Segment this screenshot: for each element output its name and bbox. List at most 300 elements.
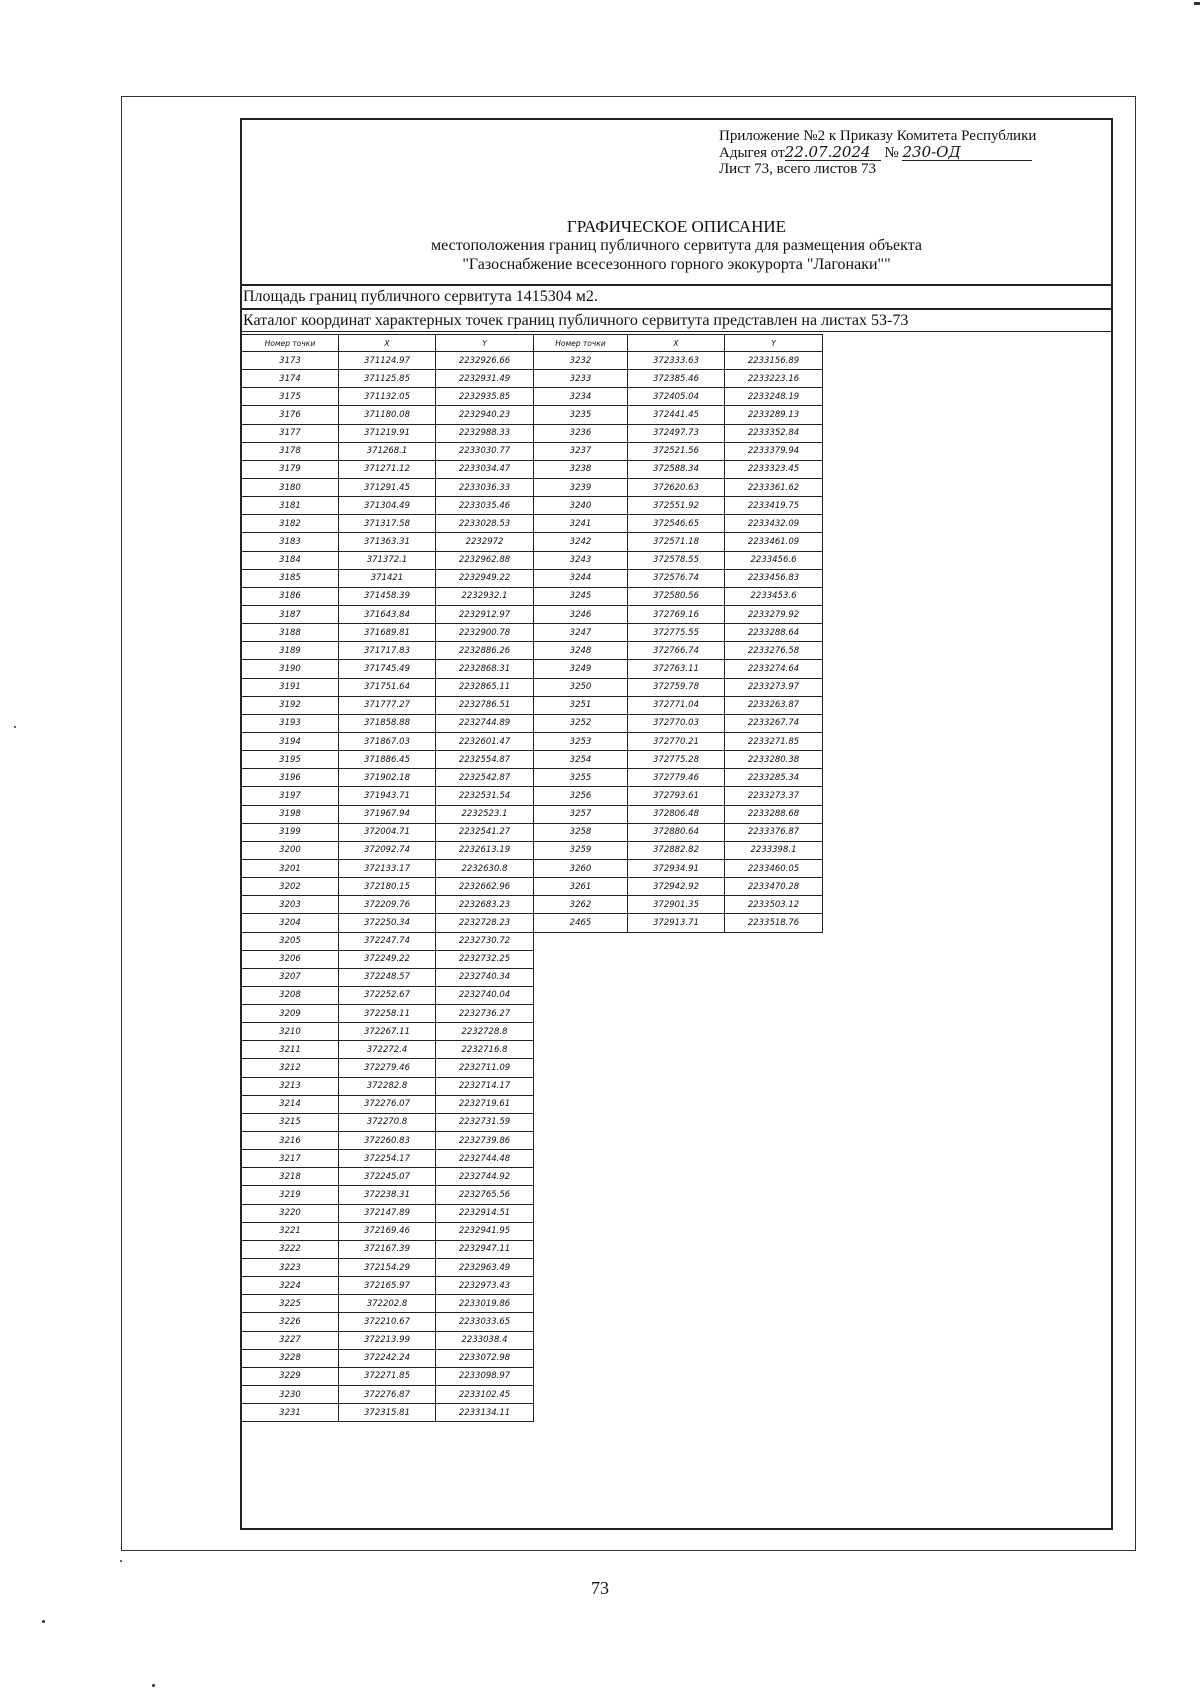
- table-row: [242, 478, 534, 496]
- point-number-cell: 3194: [242, 732, 339, 750]
- x-coordinate-cell: 372546.65: [628, 515, 725, 533]
- y-coordinate-cell: 2232732.25: [436, 950, 534, 968]
- x-coordinate-cell: 372271.85: [339, 1367, 436, 1385]
- x-coordinate-cell: 372766.74: [628, 642, 725, 660]
- point-number-cell: 3197: [242, 787, 339, 805]
- y-coordinate-cell: 2233279.92: [725, 605, 823, 623]
- y-coordinate-cell: 2232912.97: [436, 605, 534, 623]
- y-coordinate-cell: 2233280.38: [725, 751, 823, 769]
- table-row: [242, 605, 534, 623]
- point-number-cell: 3183: [242, 533, 339, 551]
- table-row: [242, 1295, 534, 1313]
- table-row: [242, 1150, 534, 1168]
- y-coordinate-cell: 2232865.11: [436, 678, 534, 696]
- x-coordinate-cell: 371943.71: [339, 787, 436, 805]
- table-row: [534, 478, 823, 496]
- point-number-cell: 3190: [242, 660, 339, 678]
- y-coordinate-cell: 2232947.11: [436, 1240, 534, 1258]
- y-coordinate-cell: 2233030.77: [436, 442, 534, 460]
- table-row: [242, 1077, 534, 1095]
- y-coordinate-cell: 2232731.59: [436, 1113, 534, 1131]
- point-number-cell: 3252: [534, 714, 628, 732]
- x-coordinate-cell: 372934.91: [628, 859, 725, 877]
- x-coordinate-cell: 371304.49: [339, 497, 436, 515]
- y-coordinate-cell: 2233273.97: [725, 678, 823, 696]
- point-number-cell: 3254: [534, 751, 628, 769]
- x-coordinate-cell: 372270.8: [339, 1113, 436, 1131]
- table-row: [242, 352, 534, 370]
- table-row: [242, 587, 534, 605]
- table-row: [242, 442, 534, 460]
- point-number-cell: 3218: [242, 1168, 339, 1186]
- table-row: [534, 605, 823, 623]
- x-coordinate-cell: 371132.05: [339, 388, 436, 406]
- title-heading: ГРАФИЧЕСКОЕ ОПИСАНИЕ: [566, 217, 787, 236]
- point-number-cell: 3229: [242, 1367, 339, 1385]
- x-coordinate-cell: 372245.07: [339, 1168, 436, 1186]
- point-number-cell: 3255: [534, 769, 628, 787]
- x-coordinate-cell: 372004.71: [339, 823, 436, 841]
- point-number-cell: 3213: [242, 1077, 339, 1095]
- y-coordinate-cell: 2233223.16: [725, 370, 823, 388]
- area-statement: Площадь границ публичного сервитута 1415304 м2.: [240, 284, 1113, 308]
- x-coordinate-cell: 372210.67: [339, 1313, 436, 1331]
- y-coordinate-cell: 2232736.27: [436, 1005, 534, 1023]
- x-coordinate-cell: 371125.85: [339, 370, 436, 388]
- table-row: [242, 678, 534, 696]
- point-number-cell: 3262: [534, 896, 628, 914]
- point-number-cell: 3182: [242, 515, 339, 533]
- point-number-cell: 3181: [242, 497, 339, 515]
- point-number-cell: 3199: [242, 823, 339, 841]
- x-coordinate-cell: 372180.15: [339, 878, 436, 896]
- table-row: [534, 460, 823, 478]
- point-number-cell: 3238: [534, 460, 628, 478]
- table-row: [534, 787, 823, 805]
- y-coordinate-cell: 2232739.86: [436, 1132, 534, 1150]
- table-row: [534, 660, 823, 678]
- table-row: [242, 1095, 534, 1113]
- table-row: [534, 642, 823, 660]
- point-number-cell: 3237: [534, 442, 628, 460]
- x-coordinate-cell: 372247.74: [339, 932, 436, 950]
- y-coordinate-cell: 2232662.96: [436, 878, 534, 896]
- y-coordinate-cell: 2232962.88: [436, 551, 534, 569]
- table-row: [242, 859, 534, 877]
- x-coordinate-cell: 372202.8: [339, 1295, 436, 1313]
- y-coordinate-cell: 2232728.8: [436, 1023, 534, 1041]
- y-coordinate-cell: 2232714.17: [436, 1077, 534, 1095]
- y-coordinate-cell: 2233460.05: [725, 859, 823, 877]
- y-coordinate-cell: 2233134.11: [436, 1404, 534, 1422]
- point-number-cell: 3234: [534, 388, 628, 406]
- x-coordinate-cell: 372248.57: [339, 968, 436, 986]
- x-coordinate-cell: 372551.92: [628, 497, 725, 515]
- x-coordinate-cell: 372385.46: [628, 370, 725, 388]
- point-number-cell: 3173: [242, 352, 339, 370]
- point-number-cell: 3227: [242, 1331, 339, 1349]
- x-coordinate-cell: 371745.49: [339, 660, 436, 678]
- point-number-cell: 3178: [242, 442, 339, 460]
- y-coordinate-cell: 2232716.8: [436, 1041, 534, 1059]
- table-row: [242, 624, 534, 642]
- y-coordinate-cell: 2233323.45: [725, 460, 823, 478]
- table-row: [242, 1240, 534, 1258]
- point-number-cell: 3180: [242, 478, 339, 496]
- y-coordinate-cell: 2232613.19: [436, 841, 534, 859]
- catalog-statement: Каталог координат характерных точек границ публичного сервитута представлен на листах 53-73: [240, 308, 1113, 332]
- point-number-cell: 3177: [242, 424, 339, 442]
- document-title: [240, 217, 1113, 274]
- x-coordinate-cell: 372260.83: [339, 1132, 436, 1150]
- x-coordinate-cell: 372770.03: [628, 714, 725, 732]
- table-row: [242, 769, 534, 787]
- table-row: [534, 896, 823, 914]
- point-number-cell: 3233: [534, 370, 628, 388]
- table-row: [242, 642, 534, 660]
- appendix-date-prefix: Адыгея от: [719, 145, 785, 161]
- y-coordinate-cell: 2232740.34: [436, 968, 534, 986]
- x-coordinate-cell: 372497.73: [628, 424, 725, 442]
- title-line-3: "Газоснабжение всесезонного горного экокурорта "Лагонаки"": [462, 256, 891, 273]
- y-coordinate-cell: 2233035.46: [436, 497, 534, 515]
- point-number-cell: 3200: [242, 841, 339, 859]
- x-coordinate-cell: 372209.76: [339, 896, 436, 914]
- x-coordinate-cell: 372441.45: [628, 406, 725, 424]
- y-coordinate-cell: 2233038.4: [436, 1331, 534, 1349]
- appendix-header: [719, 128, 1109, 177]
- table-row: [242, 497, 534, 515]
- table-row: [242, 533, 534, 551]
- x-coordinate-cell: 372282.8: [339, 1077, 436, 1095]
- point-number-cell: 3231: [242, 1404, 339, 1422]
- y-coordinate-cell: 2233288.64: [725, 624, 823, 642]
- table-row: [534, 823, 823, 841]
- x-coordinate-cell: 372775.28: [628, 751, 725, 769]
- table-row: [534, 569, 823, 587]
- table-row: [534, 424, 823, 442]
- point-number-cell: 3209: [242, 1005, 339, 1023]
- x-coordinate-cell: 372942.92: [628, 878, 725, 896]
- x-coordinate-cell: 372576.74: [628, 569, 725, 587]
- y-coordinate-cell: 2232630.8: [436, 859, 534, 877]
- table-row: [242, 878, 534, 896]
- scan-speck: [42, 1620, 45, 1623]
- point-number-cell: 3244: [534, 569, 628, 587]
- point-number-cell: 3241: [534, 515, 628, 533]
- point-number-cell: 3196: [242, 769, 339, 787]
- point-number-cell: 3211: [242, 1041, 339, 1059]
- point-number-cell: 3239: [534, 478, 628, 496]
- y-coordinate-cell: 2232973.43: [436, 1277, 534, 1295]
- y-coordinate-cell: 2233470.28: [725, 878, 823, 896]
- x-coordinate-cell: 372769.16: [628, 605, 725, 623]
- point-number-cell: 3251: [534, 696, 628, 714]
- x-coordinate-cell: 371363.31: [339, 533, 436, 551]
- point-number-cell: 3228: [242, 1349, 339, 1367]
- point-number-cell: 3205: [242, 932, 339, 950]
- x-coordinate-cell: 371967.94: [339, 805, 436, 823]
- x-coordinate-cell: 371867.03: [339, 732, 436, 750]
- table-row: [534, 914, 823, 932]
- table-row: [242, 1059, 534, 1077]
- x-coordinate-cell: 372771.04: [628, 696, 725, 714]
- y-coordinate-cell: 2232914.51: [436, 1204, 534, 1222]
- x-coordinate-cell: 372763.11: [628, 660, 725, 678]
- table-row: [242, 1259, 534, 1277]
- y-coordinate-cell: 2233461.09: [725, 533, 823, 551]
- x-coordinate-cell: 372267.11: [339, 1023, 436, 1041]
- y-coordinate-cell: 2232926.66: [436, 352, 534, 370]
- x-coordinate-cell: 372249.22: [339, 950, 436, 968]
- y-coordinate-cell: 2232728.23: [436, 914, 534, 932]
- y-coordinate-cell: 2232531.54: [436, 787, 534, 805]
- table-row: [242, 1113, 534, 1131]
- x-coordinate-cell: 372147.89: [339, 1204, 436, 1222]
- point-number-cell: 3187: [242, 605, 339, 623]
- point-number-cell: 3212: [242, 1059, 339, 1077]
- y-coordinate-cell: 2232949.22: [436, 569, 534, 587]
- y-coordinate-cell: 2233248.19: [725, 388, 823, 406]
- x-coordinate-cell: 372620.63: [628, 478, 725, 496]
- x-coordinate-cell: 372315.81: [339, 1404, 436, 1422]
- x-coordinate-cell: 372092.74: [339, 841, 436, 859]
- point-number-cell: 3191: [242, 678, 339, 696]
- y-coordinate-cell: 2233276.58: [725, 642, 823, 660]
- coordinates-table-left: [241, 334, 534, 1422]
- table-row: [242, 1005, 534, 1023]
- point-number-cell: 2465: [534, 914, 628, 932]
- y-coordinate-cell: 2233288.68: [725, 805, 823, 823]
- y-coordinate-cell: 2232542.87: [436, 769, 534, 787]
- point-number-cell: 3198: [242, 805, 339, 823]
- point-number-cell: 3201: [242, 859, 339, 877]
- x-coordinate-cell: 371458.39: [339, 587, 436, 605]
- point-number-cell: 3207: [242, 968, 339, 986]
- table-row: [242, 914, 534, 932]
- x-coordinate-cell: 372213.99: [339, 1331, 436, 1349]
- x-coordinate-cell: 372405.04: [628, 388, 725, 406]
- y-coordinate-cell: 2232940.23: [436, 406, 534, 424]
- x-coordinate-cell: 371689.81: [339, 624, 436, 642]
- table-row: [534, 388, 823, 406]
- y-coordinate-cell: 2233518.76: [725, 914, 823, 932]
- y-coordinate-cell: 2232972: [436, 533, 534, 551]
- x-coordinate-cell: 372258.11: [339, 1005, 436, 1023]
- point-number-cell: 3184: [242, 551, 339, 569]
- table-row: [534, 696, 823, 714]
- col-header-x: X: [628, 335, 725, 352]
- col-header-y: Y: [436, 335, 534, 352]
- table-row: [242, 751, 534, 769]
- point-number-cell: 3221: [242, 1222, 339, 1240]
- table-row: [242, 406, 534, 424]
- table-row: [242, 986, 534, 1004]
- x-coordinate-cell: 371180.08: [339, 406, 436, 424]
- point-number-cell: 3206: [242, 950, 339, 968]
- y-coordinate-cell: 2233456.6: [725, 551, 823, 569]
- y-coordinate-cell: 2233361.62: [725, 478, 823, 496]
- x-coordinate-cell: 372276.87: [339, 1386, 436, 1404]
- point-number-cell: 3220: [242, 1204, 339, 1222]
- table-row: [242, 1386, 534, 1404]
- coordinates-table-right: [533, 334, 823, 933]
- table-row: [242, 460, 534, 478]
- appendix-line-2: [719, 144, 1109, 161]
- table-row: [534, 751, 823, 769]
- scan-speck: [152, 1684, 155, 1687]
- point-number-cell: 3203: [242, 896, 339, 914]
- y-coordinate-cell: 2233271.85: [725, 732, 823, 750]
- point-number-cell: 3223: [242, 1259, 339, 1277]
- scan-speck: [14, 726, 16, 728]
- sheet-info: Лист 73, всего листов 73: [719, 161, 877, 177]
- y-coordinate-cell: 2232730.72: [436, 932, 534, 950]
- point-number-cell: 3257: [534, 805, 628, 823]
- y-coordinate-cell: 2232744.89: [436, 714, 534, 732]
- x-coordinate-cell: 371777.27: [339, 696, 436, 714]
- x-coordinate-cell: 371886.45: [339, 751, 436, 769]
- number-sign: №: [884, 145, 899, 161]
- x-coordinate-cell: 372272.4: [339, 1041, 436, 1059]
- x-coordinate-cell: 372165.97: [339, 1277, 436, 1295]
- point-number-cell: 3217: [242, 1150, 339, 1168]
- x-coordinate-cell: 372882.82: [628, 841, 725, 859]
- table-row: [242, 1186, 534, 1204]
- table-row: [242, 714, 534, 732]
- table-row: [534, 442, 823, 460]
- table-row: [242, 515, 534, 533]
- table-row: [242, 1168, 534, 1186]
- table-row: [242, 1404, 534, 1422]
- point-number-cell: 3210: [242, 1023, 339, 1041]
- appendix-line-1: Приложение №2 к Приказу Комитета Республики: [719, 128, 1037, 144]
- point-number-cell: 3222: [242, 1240, 339, 1258]
- col-header-point: Номер точки: [534, 335, 628, 352]
- scan-speck: [120, 1560, 122, 1562]
- point-number-cell: 3189: [242, 642, 339, 660]
- x-coordinate-cell: 372759.78: [628, 678, 725, 696]
- point-number-cell: 3260: [534, 859, 628, 877]
- y-coordinate-cell: 2233456.83: [725, 569, 823, 587]
- point-number-cell: 3208: [242, 986, 339, 1004]
- table-row: [242, 950, 534, 968]
- table-row: [534, 497, 823, 515]
- point-number-cell: 3224: [242, 1277, 339, 1295]
- y-coordinate-cell: 2233285.34: [725, 769, 823, 787]
- x-coordinate-cell: 372779.46: [628, 769, 725, 787]
- point-number-cell: 3179: [242, 460, 339, 478]
- point-number-cell: 3215: [242, 1113, 339, 1131]
- table-row: [534, 406, 823, 424]
- y-coordinate-cell: 2232711.09: [436, 1059, 534, 1077]
- point-number-cell: 3240: [534, 497, 628, 515]
- x-coordinate-cell: 372169.46: [339, 1222, 436, 1240]
- col-header-point: Номер точки: [242, 335, 339, 352]
- y-coordinate-cell: 2233432.09: [725, 515, 823, 533]
- table-row: [242, 823, 534, 841]
- x-coordinate-cell: 372252.67: [339, 986, 436, 1004]
- x-coordinate-cell: 372133.17: [339, 859, 436, 877]
- point-number-cell: 3188: [242, 624, 339, 642]
- point-number-cell: 3186: [242, 587, 339, 605]
- y-coordinate-cell: 2233379.94: [725, 442, 823, 460]
- y-coordinate-cell: 2233289.13: [725, 406, 823, 424]
- x-coordinate-cell: 372775.55: [628, 624, 725, 642]
- table-row: [534, 732, 823, 750]
- y-coordinate-cell: 2233019.86: [436, 1295, 534, 1313]
- x-coordinate-cell: 372167.39: [339, 1240, 436, 1258]
- x-coordinate-cell: 372333.63: [628, 352, 725, 370]
- x-coordinate-cell: 372279.46: [339, 1059, 436, 1077]
- point-number-cell: 3243: [534, 551, 628, 569]
- y-coordinate-cell: 2232931.49: [436, 370, 534, 388]
- x-coordinate-cell: 372250.34: [339, 914, 436, 932]
- table-row: [534, 587, 823, 605]
- point-number-cell: 3259: [534, 841, 628, 859]
- y-coordinate-cell: 2233352.84: [725, 424, 823, 442]
- point-number-cell: 3214: [242, 1095, 339, 1113]
- x-coordinate-cell: 371858.88: [339, 714, 436, 732]
- point-number-cell: 3202: [242, 878, 339, 896]
- y-coordinate-cell: 2233419.75: [725, 497, 823, 515]
- point-number-cell: 3193: [242, 714, 339, 732]
- x-coordinate-cell: 371317.58: [339, 515, 436, 533]
- table-row: [534, 352, 823, 370]
- x-coordinate-cell: 372588.34: [628, 460, 725, 478]
- table-row: [242, 370, 534, 388]
- point-number-cell: 3249: [534, 660, 628, 678]
- table-row: [242, 968, 534, 986]
- point-number-cell: 3204: [242, 914, 339, 932]
- table-row: [534, 533, 823, 551]
- table-row: [242, 1349, 534, 1367]
- table-row: [534, 551, 823, 569]
- x-coordinate-cell: 372276.07: [339, 1095, 436, 1113]
- point-number-cell: 3195: [242, 751, 339, 769]
- x-coordinate-cell: 372793.61: [628, 787, 725, 805]
- point-number-cell: 3226: [242, 1313, 339, 1331]
- point-number-cell: 3232: [534, 352, 628, 370]
- y-coordinate-cell: 2233028.53: [436, 515, 534, 533]
- table-row: [242, 1277, 534, 1295]
- x-coordinate-cell: 372238.31: [339, 1186, 436, 1204]
- y-coordinate-cell: 2232935.85: [436, 388, 534, 406]
- y-coordinate-cell: 2233098.97: [436, 1367, 534, 1385]
- y-coordinate-cell: 2232740.04: [436, 986, 534, 1004]
- scan-speck: [1194, 2, 1200, 5]
- table-row: [242, 660, 534, 678]
- table-row: [242, 1331, 534, 1349]
- y-coordinate-cell: 2233156.89: [725, 352, 823, 370]
- table-row: [242, 732, 534, 750]
- point-number-cell: 3236: [534, 424, 628, 442]
- x-coordinate-cell: 372571.18: [628, 533, 725, 551]
- y-coordinate-cell: 2233267.74: [725, 714, 823, 732]
- table-row: [534, 624, 823, 642]
- y-coordinate-cell: 2233273.37: [725, 787, 823, 805]
- col-header-x: X: [339, 335, 436, 352]
- y-coordinate-cell: 2233503.12: [725, 896, 823, 914]
- y-coordinate-cell: 2233102.45: [436, 1386, 534, 1404]
- x-coordinate-cell: 371219.91: [339, 424, 436, 442]
- point-number-cell: 3253: [534, 732, 628, 750]
- table-row: [534, 769, 823, 787]
- point-number-cell: 3258: [534, 823, 628, 841]
- table-row: [242, 1313, 534, 1331]
- page-number: 73: [591, 1578, 609, 1598]
- point-number-cell: 3250: [534, 678, 628, 696]
